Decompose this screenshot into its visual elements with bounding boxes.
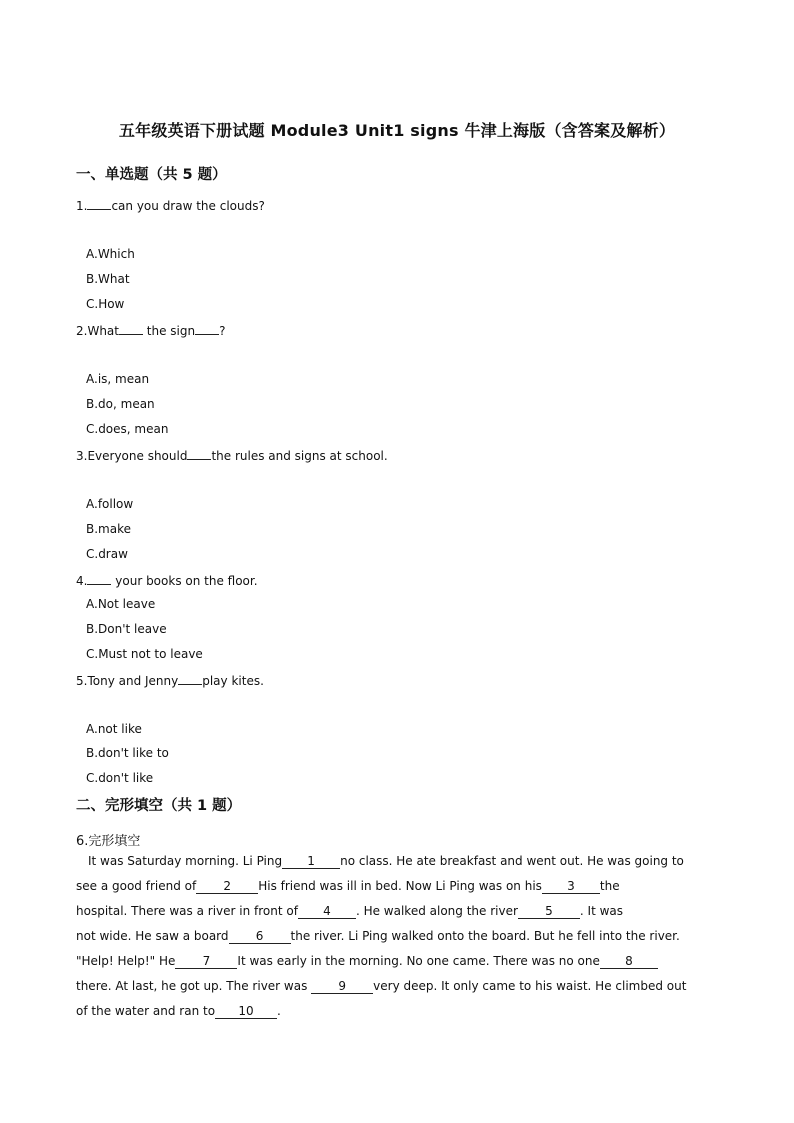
q2-option-b: B.do, mean [86,397,155,411]
cloze-blank-10: 10 [215,1004,277,1019]
cloze-text: It was early in the morning. No one came. There was no one [237,954,600,968]
question-3 [76,447,388,463]
question-5 [76,672,264,688]
question-6-label: 6.完形填空 [76,834,141,849]
cloze-line-3 [76,904,726,919]
cloze-text: It was Saturday morning. Li Ping [88,854,283,868]
q1-number: 1. [76,199,88,213]
cloze-blank-2: 2 [196,879,258,894]
q2-text-c: ? [219,324,226,338]
cloze-text: hospital. There was a river in front of [76,904,298,918]
q4-text: your books on the floor. [111,574,258,588]
cloze-text: not wide. He saw a board [76,929,229,943]
cloze-text: of the water and ran to [76,1004,216,1018]
q4-option-b: B.Don't leave [86,622,167,636]
q5-text-a: 5.Tony and Jenny [76,674,179,688]
cloze-line-4 [76,929,726,944]
q2-blank-1 [119,322,143,335]
page-title: 五年级英语下册试题 Module3 Unit1 signs 牛津上海版（含答案及解析） [118,121,676,140]
q3-text-b: the rules and signs at school. [211,449,388,463]
cloze-text: see a good friend of [76,879,197,893]
cloze-text: very deep. It only came to his waist. He climbed out [373,979,687,993]
cloze-text: . [277,1004,281,1018]
q4-blank [87,572,111,585]
q3-blank [187,447,211,460]
q4-option-a: A.Not leave [86,597,156,611]
q2-option-a: A.is, mean [86,372,150,386]
cloze-line-6 [76,979,726,994]
q1-option-c: C.How [86,297,125,311]
q3-text-a: 3.Everyone should [76,449,188,463]
cloze-blank-3: 3 [542,879,600,894]
q1-option-a: A.Which [86,247,135,261]
cloze-blank-4: 4 [298,904,356,919]
q5-option-a: A.not like [86,722,142,736]
q2-text-b: the sign [142,324,196,338]
cloze-text: there. At last, he got up. The river was [76,979,312,993]
q5-option-c: C.don't like [86,771,154,785]
q4-option-c: C.Must not to leave [86,647,203,661]
cloze-text: . He walked along the river [355,904,518,918]
cloze-line-5 [76,954,726,969]
cloze-blank-6: 6 [229,929,291,944]
q2-blank-2 [195,322,219,335]
cloze-blank-9: 9 [311,979,373,994]
section-heading-single-choice: 一、单选题（共 5 题） [76,167,227,183]
cloze-line-1 [88,854,738,869]
q1-text: can you draw the clouds? [111,199,265,213]
question-2 [76,322,226,338]
q4-number: 4. [76,574,88,588]
cloze-blank-5: 5 [518,904,580,919]
cloze-text: . It was [579,904,624,918]
q5-text-b: play kites. [202,674,264,688]
cloze-blank-1: 1 [282,854,340,869]
q1-option-b: B.What [86,272,130,286]
q5-option-b: B.don't like to [86,746,169,760]
question-4 [76,572,258,588]
q5-blank [178,672,202,685]
cloze-line-7 [76,1004,726,1019]
cloze-text: the river. Li Ping walked onto the board. But he fell into the river. [290,929,680,943]
cloze-line-2 [76,879,726,894]
q3-option-a: A.follow [86,497,134,511]
cloze-blank-7: 7 [175,954,237,969]
q2-option-c: C.does, mean [86,422,169,436]
cloze-text: the [599,879,620,893]
question-1 [76,197,265,213]
cloze-text: His friend was ill in bed. Now Li Ping was on his [258,879,542,893]
q3-option-c: C.draw [86,547,128,561]
cloze-blank-8: 8 [600,954,658,969]
cloze-text: "Help! Help!" He [76,954,176,968]
cloze-text: no class. He ate breakfast and went out. He was going to [340,854,684,868]
q3-option-b: B.make [86,522,131,536]
q1-blank [87,197,111,210]
q2-text-a: 2.What [76,324,119,338]
section-heading-cloze: 二、完形填空（共 1 题） [76,798,242,814]
